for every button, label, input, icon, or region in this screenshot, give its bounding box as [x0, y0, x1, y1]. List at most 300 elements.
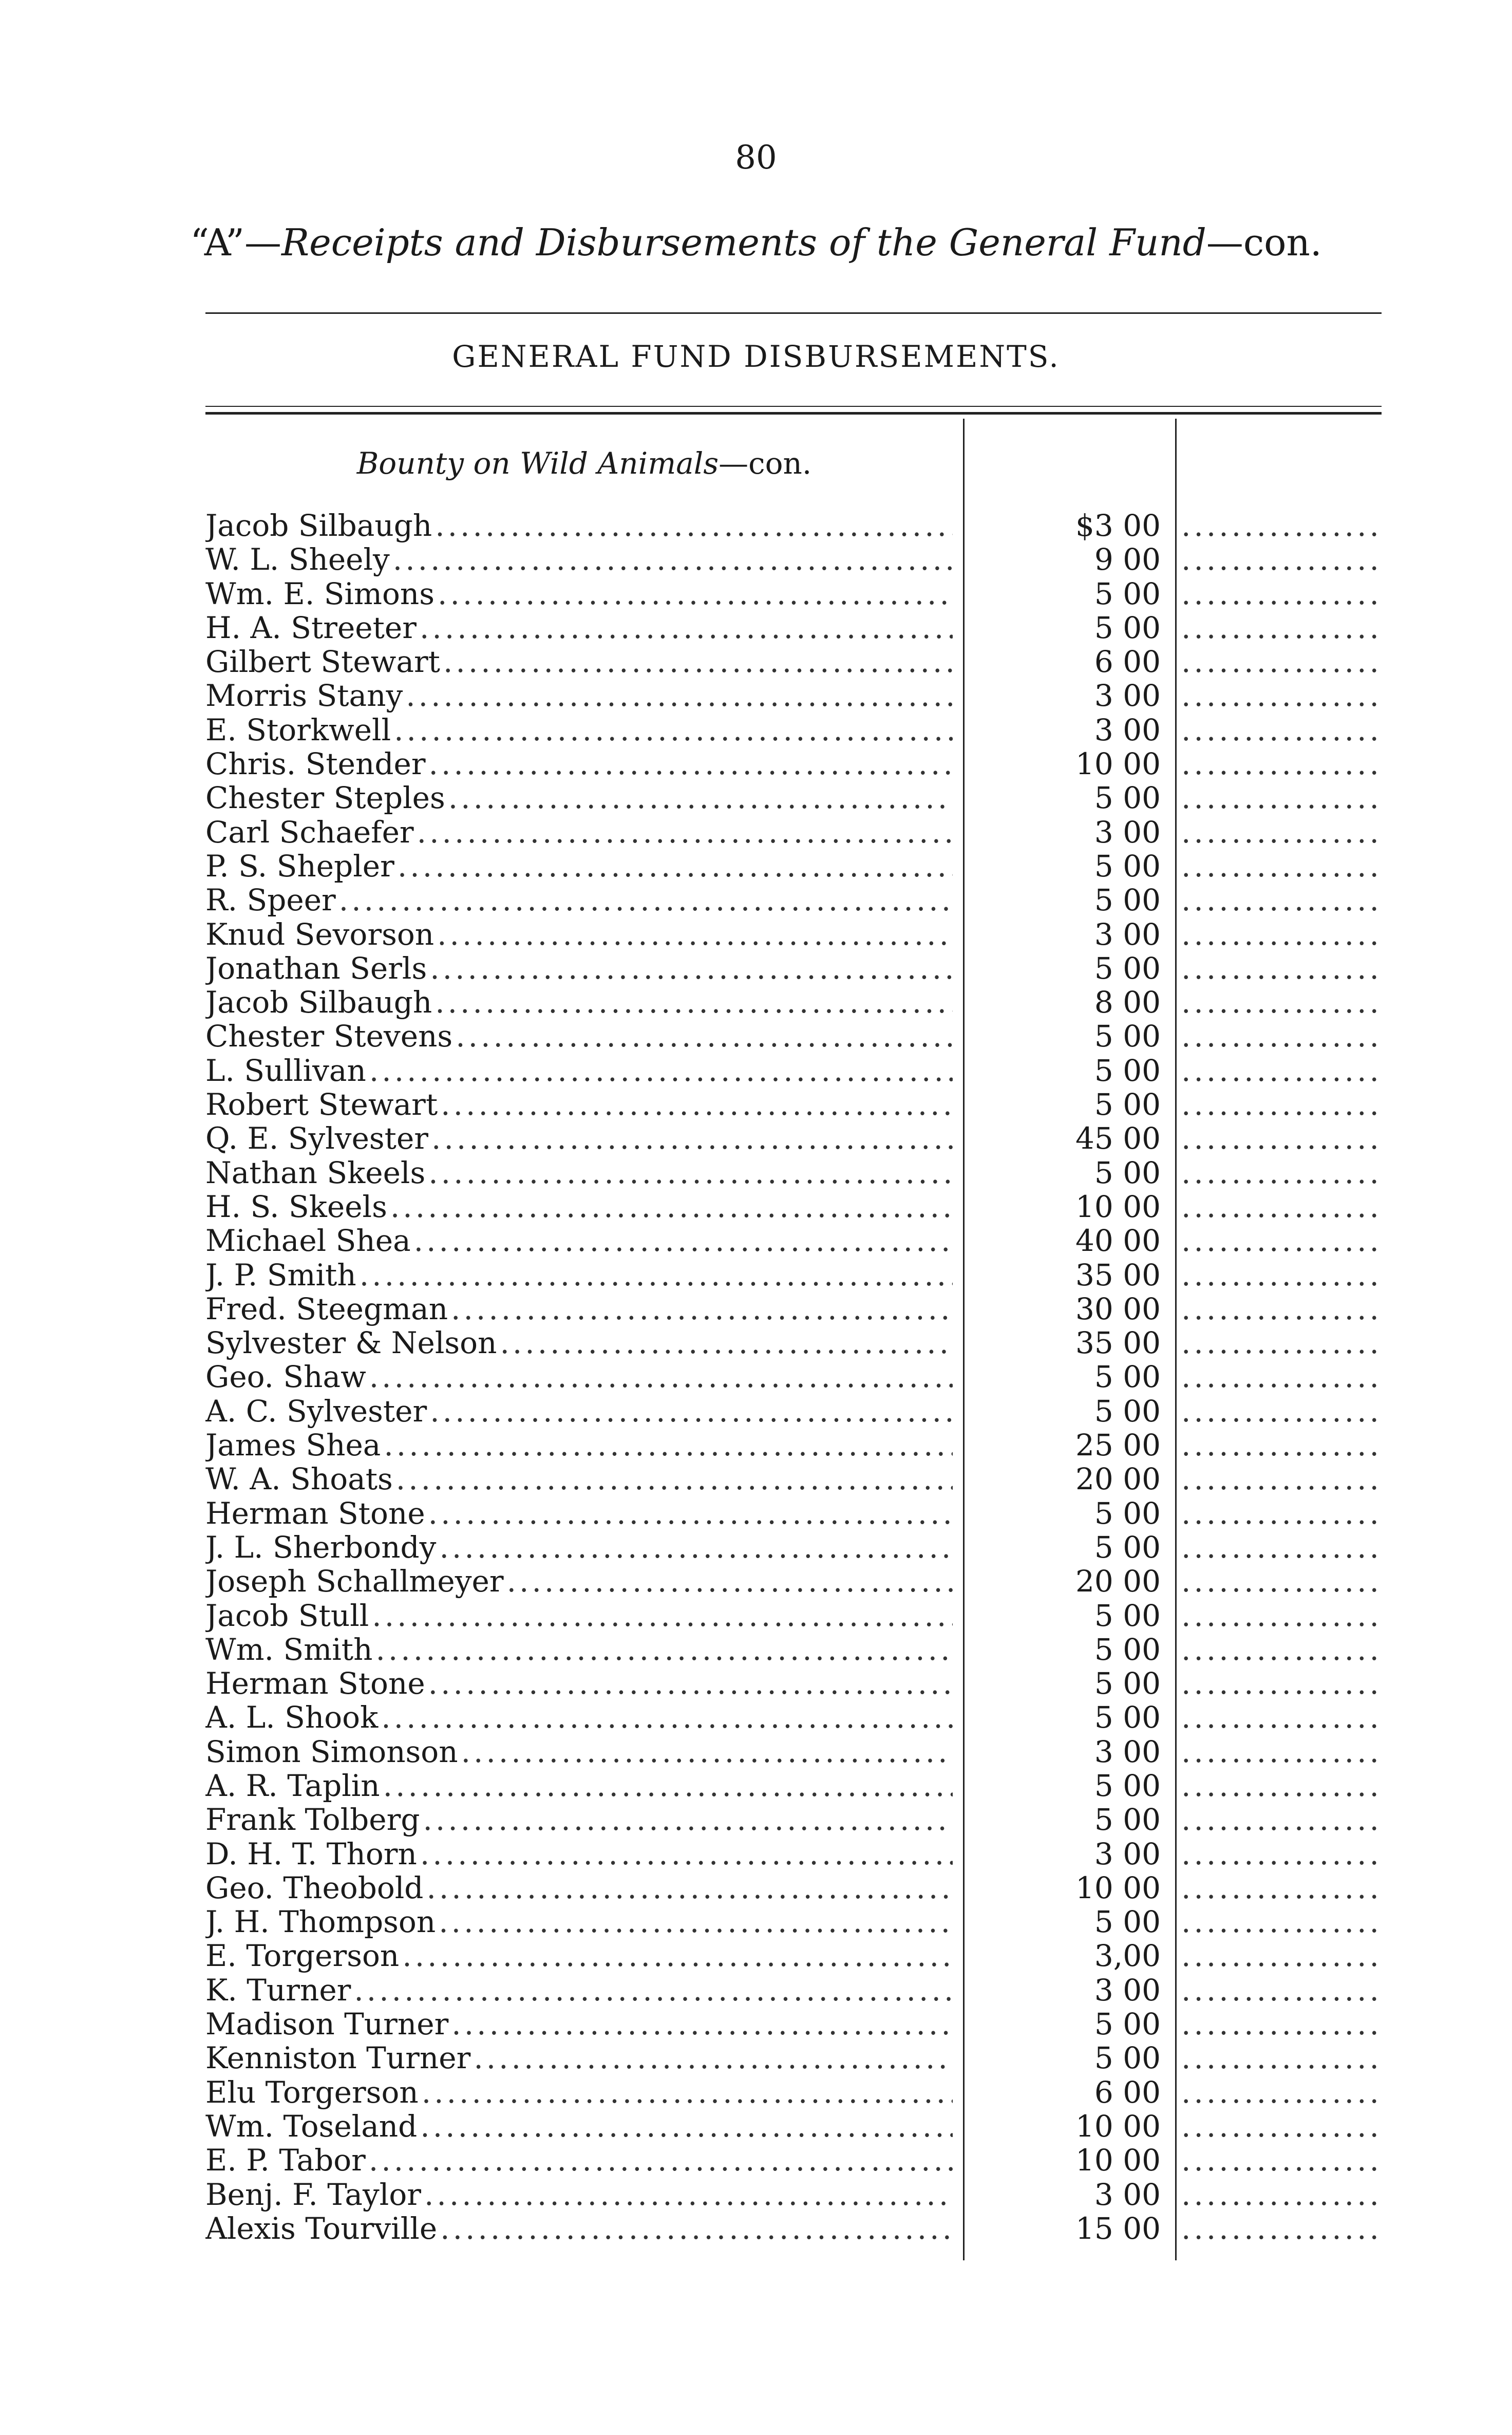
amount-cell: 9 00: [1094, 542, 1161, 577]
total-cell-leader: [1181, 509, 1382, 542]
dot-leader: [422, 2075, 953, 2109]
total-cell-leader: [1181, 985, 1382, 1019]
amount-cell: 5 00: [1094, 950, 1161, 986]
total-cell-leader: [1181, 2041, 1382, 2075]
payee-cell: [205, 1292, 953, 1326]
total-cell-leader: [1181, 1121, 1382, 1155]
table-section-title: [205, 446, 963, 481]
table-row: [0, 917, 1512, 951]
total-cell-leader: [1181, 1224, 1382, 1258]
total-cell-leader: [1181, 1803, 1382, 1837]
table-row: [0, 2041, 1512, 2075]
amount-cell: 3 00: [1094, 712, 1161, 747]
payee-name: Herman Stone: [205, 1666, 425, 1701]
payee-cell: [205, 509, 953, 542]
amount-cell: 3 00: [1094, 2177, 1161, 2212]
dot-leader: [393, 542, 953, 576]
payee-name: Chester Stevens: [205, 1019, 453, 1054]
dot-leader: [435, 509, 953, 542]
payee-cell: [205, 1360, 953, 1394]
payee-name: L. Sullivan: [205, 1053, 366, 1088]
amount-cell: 3 00: [1094, 1972, 1161, 2008]
payee-cell: [205, 1769, 953, 1803]
amount-cell: 5 00: [1094, 1393, 1161, 1429]
amount-cell: 5 00: [1094, 610, 1161, 645]
total-cell-leader: [1181, 713, 1382, 747]
amount-cell: 3,00: [1094, 1938, 1161, 1974]
total-cell-leader: [1181, 1428, 1382, 1462]
total-cell-leader: [1181, 542, 1382, 576]
payee-cell: [205, 1837, 953, 1871]
amount-cell: 20 00: [1075, 1564, 1161, 1599]
amount-cell: 5 00: [1094, 848, 1161, 884]
payee-name: Robert Stewart: [205, 1088, 438, 1122]
table-row: [0, 2143, 1512, 2177]
payee-cell: [205, 1394, 953, 1428]
table-row: [0, 611, 1512, 645]
total-cell-leader: [1181, 1326, 1382, 1360]
payee-cell: [205, 1054, 953, 1088]
table-row: [0, 1121, 1512, 1155]
total-cell-leader: [1181, 577, 1382, 611]
payee-cell: [205, 1121, 953, 1155]
dot-leader: [440, 2212, 953, 2245]
dot-leader: [428, 1156, 953, 1190]
amount-cell: 5 00: [1094, 2007, 1161, 2042]
total-cell-leader: [1181, 917, 1382, 951]
payee-name: W. L. Sheely: [205, 542, 390, 577]
payee-name: James Shea: [205, 1428, 381, 1463]
dot-leader: [448, 781, 953, 815]
payee-name: P. S. Shepler: [205, 849, 394, 883]
total-cell-leader: [1181, 1190, 1382, 1224]
dot-leader: [451, 2007, 953, 2041]
payee-name: Morris Stany: [205, 679, 403, 713]
total-cell-leader: [1181, 2007, 1382, 2041]
table-row: [0, 1666, 1512, 1700]
payee-cell: [205, 1190, 953, 1224]
table-row: [0, 985, 1512, 1019]
table-row: [0, 1803, 1512, 1837]
payee-name: R. Speer: [205, 883, 336, 917]
payee-name: Wm. Smith: [205, 1632, 373, 1666]
table-row: [0, 679, 1512, 713]
amount-cell: 5 00: [1094, 1087, 1161, 1122]
dot-leader: [372, 1599, 953, 1633]
total-cell-leader: [1181, 1905, 1382, 1939]
dot-leader: [438, 577, 953, 611]
total-cell-leader: [1181, 747, 1382, 781]
payee-cell: [205, 1633, 953, 1666]
payee-name: Fred. Steegman: [205, 1291, 448, 1326]
table-row: [0, 951, 1512, 985]
amount-cell: 3 00: [1094, 1836, 1161, 1871]
payee-name: A. L. Shook: [205, 1700, 379, 1735]
amount-cell: 5 00: [1094, 1598, 1161, 1633]
dot-leader: [390, 1190, 953, 1224]
payee-name: E. Torgerson: [205, 1939, 400, 1973]
payee-cell: [205, 951, 953, 985]
table-row: [0, 2212, 1512, 2245]
payee-name: Jacob Silbaugh: [205, 985, 432, 1020]
total-cell-leader: [1181, 781, 1382, 815]
amount-cell: 35 00: [1075, 1325, 1161, 1361]
payee-name: Alexis Tourville: [205, 2211, 438, 2245]
payee-cell: [205, 2143, 953, 2177]
table-row: [0, 1633, 1512, 1666]
total-cell-leader: [1181, 1530, 1382, 1564]
amount-cell: 5 00: [1094, 1155, 1161, 1190]
dot-leader: [456, 1019, 953, 1053]
payee-name: J. L. Sherbondy: [205, 1530, 437, 1564]
table-row: [0, 2007, 1512, 2041]
dot-leader: [402, 1939, 953, 1973]
amount-cell: 5 00: [1094, 2040, 1161, 2076]
total-cell-leader: [1181, 1156, 1382, 1190]
total-cell-leader: [1181, 1871, 1382, 1905]
total-cell-leader: [1181, 1019, 1382, 1053]
amount-cell: 5 00: [1094, 576, 1161, 611]
payee-name: Joseph Schallmeyer: [205, 1564, 504, 1599]
dot-leader: [507, 1564, 953, 1598]
total-cell-leader: [1181, 1837, 1382, 1871]
payee-name: H. S. Skeels: [205, 1189, 387, 1224]
payee-cell: [205, 577, 953, 611]
amount-cell: 5 00: [1094, 1632, 1161, 1667]
payee-cell: [205, 1496, 953, 1530]
payee-name: Elu Torgerson: [205, 2075, 419, 2109]
payee-name: J. P. Smith: [205, 1258, 356, 1292]
amount-cell: $3 00: [1075, 508, 1161, 543]
amount-cell: 5 00: [1094, 1359, 1161, 1395]
disbursement-list: [0, 509, 1512, 2245]
amount-cell: 5 00: [1094, 1529, 1161, 1565]
payee-cell: [205, 781, 953, 815]
dot-leader: [420, 611, 953, 645]
payee-name: Jonathan Serls: [205, 951, 427, 985]
total-cell-leader: [1181, 849, 1382, 883]
dot-leader: [360, 1258, 953, 1292]
dot-leader: [354, 1973, 953, 2007]
amount-cell: 10 00: [1075, 1870, 1161, 1905]
total-cell-leader: [1181, 1633, 1382, 1666]
table-row: [0, 1054, 1512, 1088]
table-row: [0, 645, 1512, 679]
table-row: [0, 1700, 1512, 1734]
payee-cell: [205, 645, 953, 679]
table-row: [0, 781, 1512, 815]
payee-name: Wm. E. Simons: [205, 576, 435, 611]
total-cell-leader: [1181, 1939, 1382, 1973]
page-number: 80: [735, 139, 777, 177]
payee-name: E. Storkwell: [205, 713, 391, 747]
payee-cell: [205, 2178, 953, 2212]
dot-leader: [375, 1633, 953, 1666]
payee-name: Kenniston Turner: [205, 2041, 471, 2075]
payee-name: Frank Tolberg: [205, 1803, 420, 1837]
total-cell-leader: [1181, 611, 1382, 645]
table-row: [0, 1088, 1512, 1121]
table-row: [0, 1735, 1512, 1769]
payee-cell: [205, 815, 953, 849]
table-row: [0, 1564, 1512, 1598]
amount-cell: 3 00: [1094, 814, 1161, 850]
payee-name: Chris. Stender: [205, 747, 426, 781]
table-row: [0, 542, 1512, 576]
payee-name: Madison Turner: [205, 2007, 449, 2041]
heading-rule: [205, 312, 1382, 314]
payee-name: Herman Stone: [205, 1496, 425, 1530]
dot-leader: [443, 645, 953, 679]
dot-leader: [423, 1803, 953, 1837]
payee-cell: [205, 1599, 953, 1633]
total-cell-leader: [1181, 1700, 1382, 1734]
table-row: [0, 1496, 1512, 1530]
dot-leader: [428, 1666, 953, 1700]
amount-cell: 5 00: [1094, 780, 1161, 816]
dot-leader: [435, 985, 953, 1019]
payee-cell: [205, 1224, 953, 1258]
payee-name: W. A. Shoats: [205, 1462, 393, 1496]
payee-name: Simon Simonson: [205, 1734, 458, 1769]
payee-name: Carl Schaefer: [205, 815, 414, 849]
payee-name: A. C. Sylvester: [205, 1394, 427, 1428]
heading-title: Receipts and Disbursements of the General Fund: [281, 221, 1206, 264]
payee-cell: [205, 2212, 953, 2245]
total-cell-leader: [1181, 2109, 1382, 2143]
table-row: [0, 1190, 1512, 1224]
payee-cell: [205, 1156, 953, 1190]
payee-cell: [205, 849, 953, 883]
table-row: [0, 747, 1512, 781]
page-heading: [0, 221, 1512, 264]
dot-leader: [414, 1224, 953, 1258]
table-row: [0, 1905, 1512, 1939]
payee-cell: [205, 2007, 953, 2041]
total-cell-leader: [1181, 1360, 1382, 1394]
amount-cell: 5 00: [1094, 1019, 1161, 1054]
payee-name: K. Turner: [205, 1973, 351, 2007]
table-row: [0, 2178, 1512, 2212]
dot-leader: [383, 1769, 953, 1803]
table-row: [0, 1530, 1512, 1564]
dot-leader: [500, 1326, 953, 1360]
table-row: [0, 1394, 1512, 1428]
amount-cell: 25 00: [1075, 1428, 1161, 1463]
section-title-suffix: —con.: [719, 446, 812, 481]
dot-leader: [384, 1428, 953, 1462]
table-top-rule-thin: [205, 406, 1382, 407]
amount-cell: 5 00: [1094, 1700, 1161, 1735]
payee-cell: [205, 1666, 953, 1700]
payee-name: Jacob Silbaugh: [205, 509, 432, 542]
table-row: [0, 1326, 1512, 1360]
dot-leader: [420, 2109, 953, 2143]
amount-cell: 6 00: [1094, 2074, 1161, 2110]
dot-leader: [439, 1530, 953, 1564]
payee-name: Wm. Toseland: [205, 2109, 418, 2143]
amount-cell: 5 00: [1094, 1768, 1161, 1803]
total-cell-leader: [1181, 883, 1382, 917]
dot-leader: [394, 713, 953, 747]
dot-leader: [429, 747, 953, 781]
table-row: [0, 1871, 1512, 1905]
amount-cell: 45 00: [1075, 1121, 1161, 1156]
amount-cell: 30 00: [1075, 1291, 1161, 1326]
payee-name: Gilbert Stewart: [205, 645, 440, 679]
total-cell-leader: [1181, 1394, 1382, 1428]
table-row: [0, 577, 1512, 611]
dot-leader: [428, 1496, 953, 1530]
table-row: [0, 509, 1512, 542]
total-cell-leader: [1181, 1462, 1382, 1496]
payee-name: Sylvester & Nelson: [205, 1326, 497, 1360]
table-row: [0, 1837, 1512, 1871]
payee-name: Geo. Theobold: [205, 1870, 424, 1905]
dot-leader: [420, 1837, 953, 1871]
section-title-italic: Bounty on Wild Animals: [356, 446, 719, 481]
payee-name: Jacob Stull: [205, 1598, 369, 1633]
table-row: [0, 1599, 1512, 1633]
dot-leader: [439, 1905, 953, 1939]
amount-cell: 5 00: [1094, 1053, 1161, 1088]
total-cell-leader: [1181, 1735, 1382, 1769]
total-cell-leader: [1181, 1496, 1382, 1530]
payee-cell: [205, 1462, 953, 1496]
dot-leader: [369, 1360, 953, 1394]
heading-suffix: —con.: [1206, 221, 1322, 264]
payee-name: J. H. Thompson: [205, 1905, 436, 1939]
section-heading: GENERAL FUND DISBURSEMENTS.: [452, 339, 1060, 374]
payee-cell: [205, 1530, 953, 1564]
payee-name: Michael Shea: [205, 1224, 411, 1258]
dot-leader: [461, 1735, 953, 1769]
table-row: [0, 1019, 1512, 1053]
amount-cell: 5 00: [1094, 1904, 1161, 1940]
dot-leader: [441, 1088, 953, 1121]
payee-cell: [205, 679, 953, 713]
table-row: [0, 2109, 1512, 2143]
payee-name: A. R. Taplin: [205, 1768, 380, 1803]
payee-name: Knud Sevorson: [205, 917, 434, 951]
total-cell-leader: [1181, 1599, 1382, 1633]
payee-cell: [205, 1939, 953, 1973]
total-cell-leader: [1181, 1973, 1382, 2007]
dot-leader: [381, 1700, 953, 1734]
amount-cell: 10 00: [1075, 746, 1161, 782]
table-row: [0, 1156, 1512, 1190]
payee-name: Chester Steples: [205, 781, 445, 815]
amount-cell: 3 00: [1094, 916, 1161, 952]
dot-leader: [424, 2178, 953, 2212]
amount-cell: 10 00: [1075, 2143, 1161, 2178]
table-row: [0, 1224, 1512, 1258]
table-row: [0, 1769, 1512, 1803]
amount-cell: 8 00: [1094, 985, 1161, 1020]
payee-cell: [205, 747, 953, 781]
payee-name: Q. E. Sylvester: [205, 1121, 429, 1156]
amount-cell: 6 00: [1094, 644, 1161, 680]
total-cell-leader: [1181, 2178, 1382, 2212]
payee-cell: [205, 2075, 953, 2109]
table-row: [0, 1292, 1512, 1326]
payee-cell: [205, 1428, 953, 1462]
amount-cell: 10 00: [1075, 1189, 1161, 1224]
table-row: [0, 1973, 1512, 2007]
payee-cell: [205, 1564, 953, 1598]
table-row: [0, 1939, 1512, 1973]
amount-cell: 10 00: [1075, 2108, 1161, 2144]
total-cell-leader: [1181, 1666, 1382, 1700]
dot-leader: [437, 917, 953, 951]
dot-leader: [369, 2143, 953, 2177]
payee-cell: [205, 1803, 953, 1837]
amount-cell: 40 00: [1075, 1223, 1161, 1259]
amount-cell: 5 00: [1094, 883, 1161, 918]
total-cell-leader: [1181, 2143, 1382, 2177]
payee-name: Benj. F. Taylor: [205, 2177, 421, 2212]
dot-leader: [426, 1871, 953, 1905]
table-row: [0, 1462, 1512, 1496]
total-cell-leader: [1181, 815, 1382, 849]
payee-cell: [205, 1019, 953, 1053]
payee-cell: [205, 713, 953, 747]
dot-leader: [431, 1121, 953, 1155]
payee-cell: [205, 1258, 953, 1292]
total-cell-leader: [1181, 645, 1382, 679]
total-cell-leader: [1181, 1088, 1382, 1121]
payee-cell: [205, 542, 953, 576]
total-cell-leader: [1181, 1258, 1382, 1292]
amount-cell: 3 00: [1094, 678, 1161, 714]
dot-leader: [430, 1394, 953, 1428]
payee-cell: [205, 2109, 953, 2143]
dot-leader: [474, 2041, 953, 2075]
dot-leader: [398, 849, 953, 883]
amount-cell: 20 00: [1075, 1462, 1161, 1497]
table-row: [0, 1428, 1512, 1462]
table-row: [0, 815, 1512, 849]
total-cell-leader: [1181, 679, 1382, 713]
dot-leader: [396, 1462, 953, 1496]
dot-leader: [430, 951, 953, 985]
dot-leader: [451, 1292, 953, 1326]
total-cell-leader: [1181, 2075, 1382, 2109]
amount-cell: 35 00: [1075, 1257, 1161, 1293]
payee-cell: [205, 985, 953, 1019]
amount-cell: 15 00: [1075, 2211, 1161, 2246]
table-row: [0, 713, 1512, 747]
payee-cell: [205, 1088, 953, 1121]
table-row: [0, 1360, 1512, 1394]
total-cell-leader: [1181, 1292, 1382, 1326]
dot-leader: [406, 679, 953, 713]
payee-name: Nathan Skeels: [205, 1155, 426, 1190]
payee-cell: [205, 1905, 953, 1939]
payee-cell: [205, 1735, 953, 1769]
payee-name: H. A. Streeter: [205, 610, 417, 645]
payee-name: D. H. T. Thorn: [205, 1837, 417, 1871]
dot-leader: [339, 883, 953, 917]
amount-cell: 5 00: [1094, 1666, 1161, 1701]
amount-cell: 3 00: [1094, 1734, 1161, 1769]
total-cell-leader: [1181, 951, 1382, 985]
payee-name: E. P. Tabor: [205, 2143, 366, 2178]
table-row: [0, 883, 1512, 917]
total-cell-leader: [1181, 1054, 1382, 1088]
heading-prefix: “A”—: [190, 221, 281, 264]
dot-leader: [369, 1054, 953, 1088]
